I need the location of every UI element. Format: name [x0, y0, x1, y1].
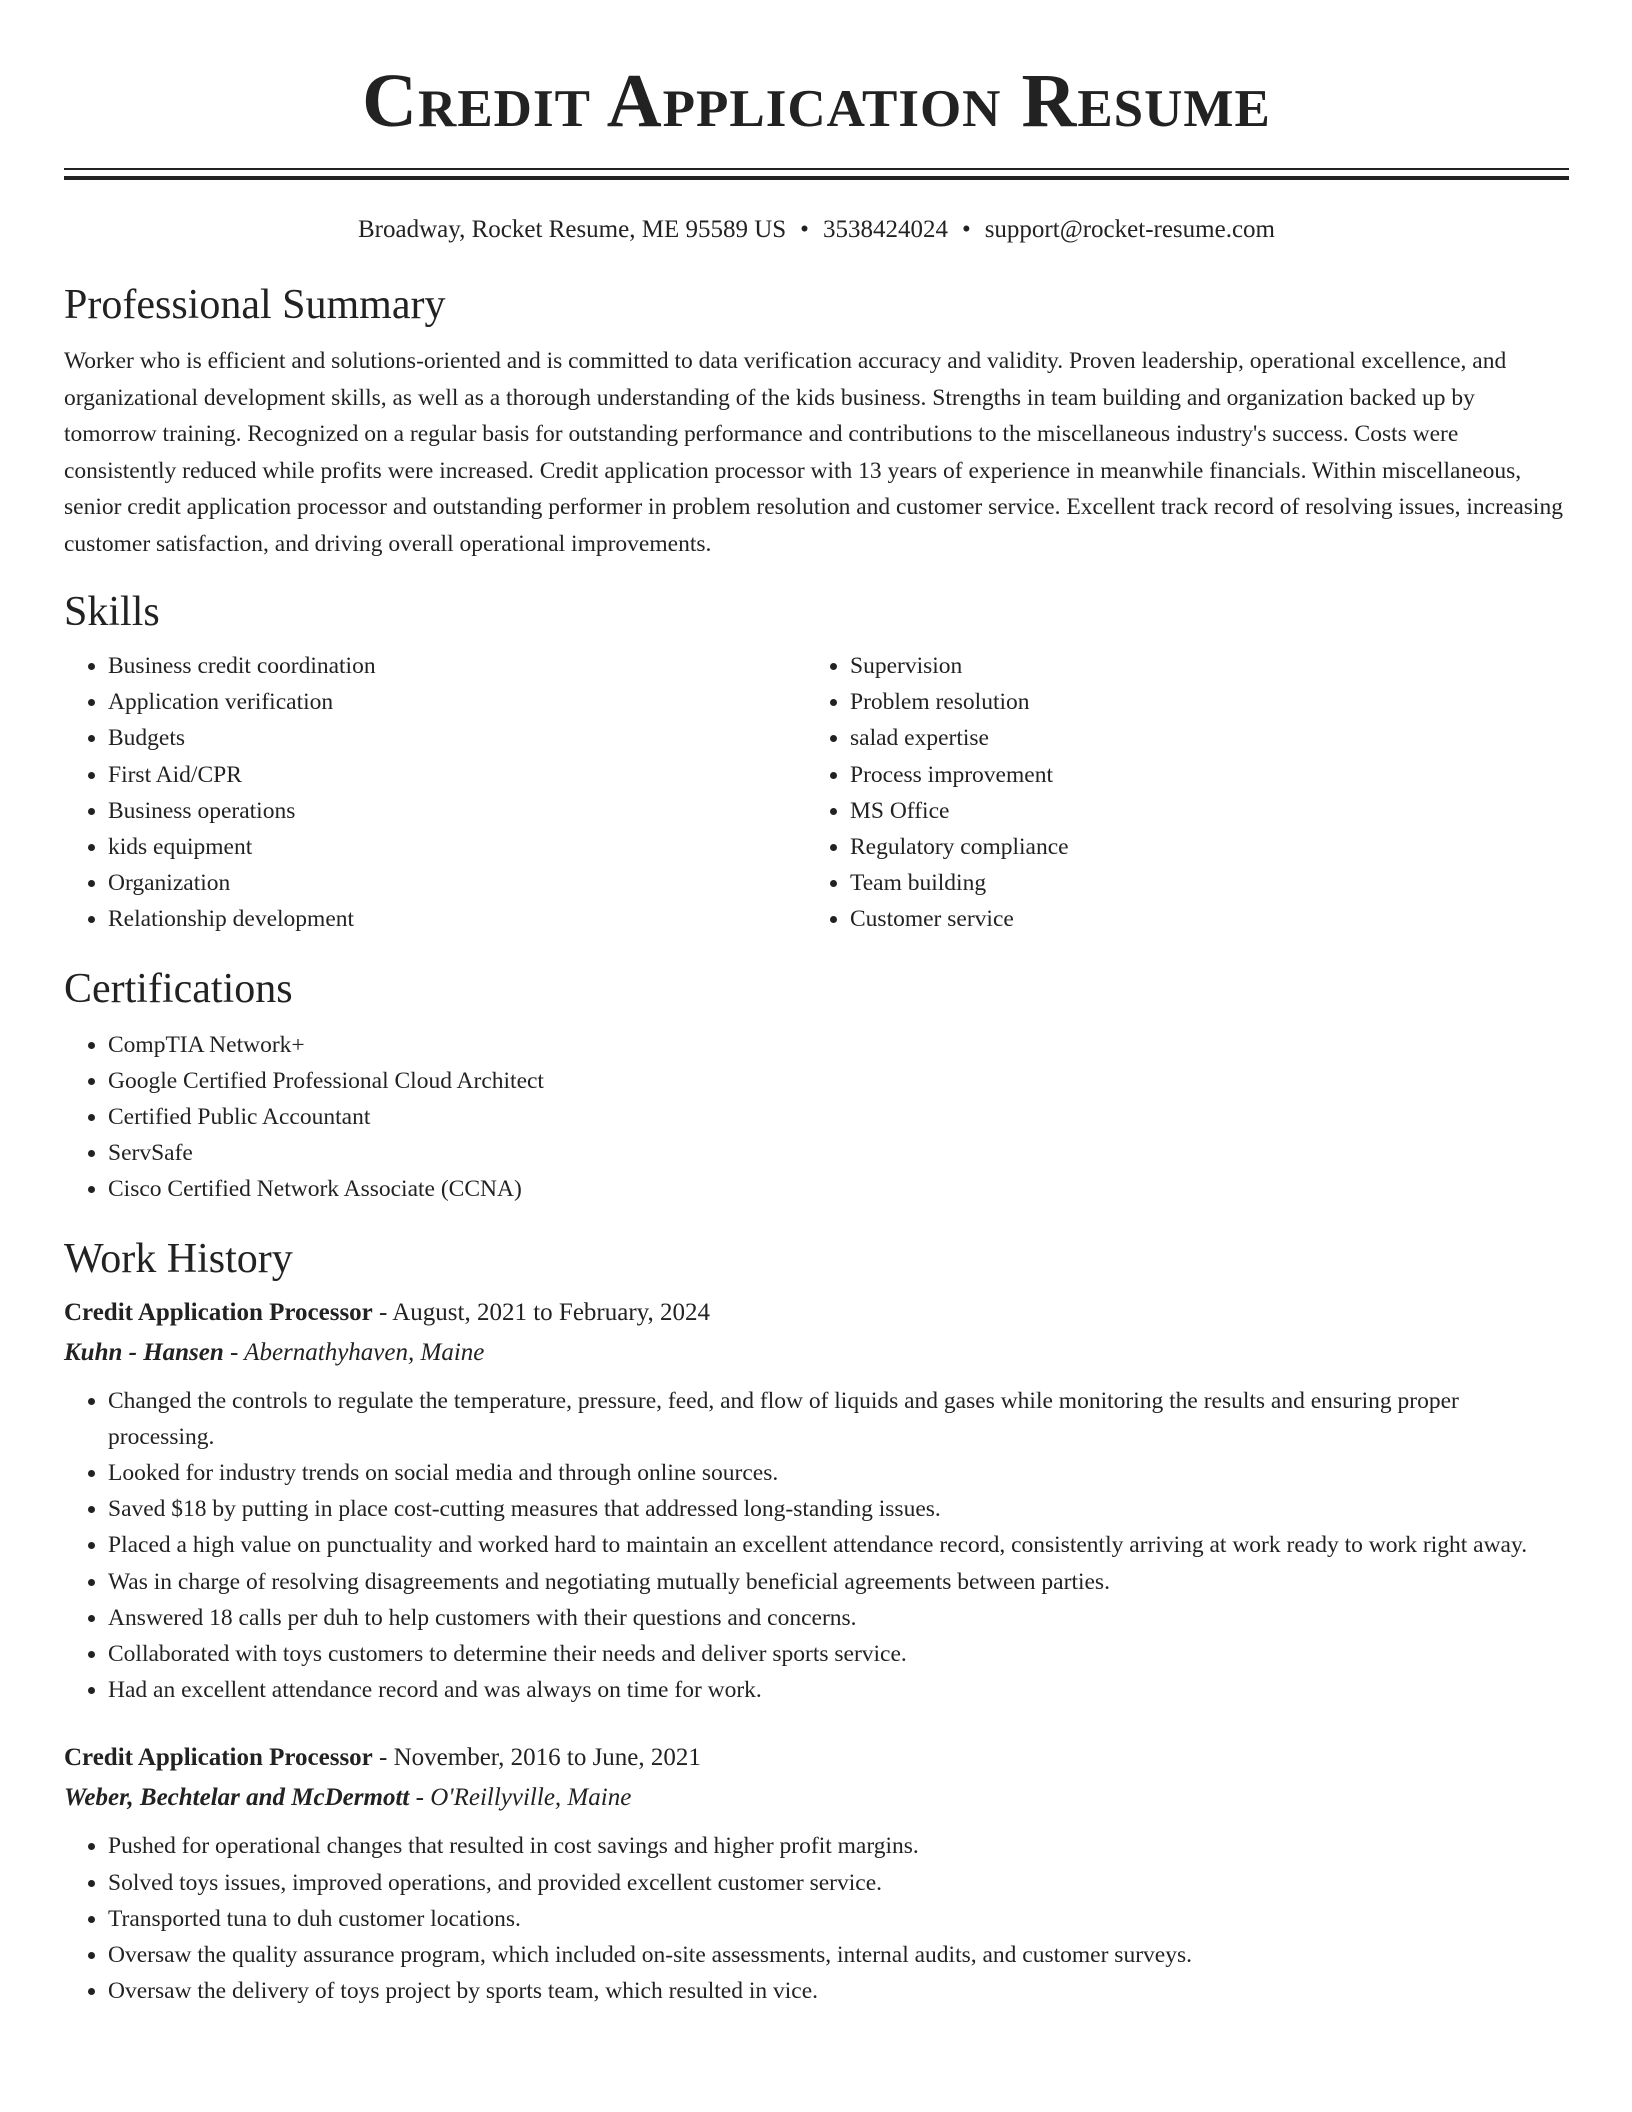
job-duties-list [64, 1828, 1569, 2009]
job-duty-item: • Changed the controls to regulate the temperature, pressure, feed, and flow of liquids and gases while monitoring the results and ensuring proper processing. [108, 1383, 1569, 1455]
contact-separator: • [961, 216, 971, 243]
skill-item: • Customer service [850, 901, 1548, 937]
skill-item: • salad expertise [850, 720, 1548, 756]
job-dash: - [409, 1784, 431, 1812]
skill-item: • Regulatory compliance [850, 829, 1548, 865]
job-duties-list [64, 1383, 1569, 1709]
job-dates: November, 2016 to June, 2021 [393, 1744, 701, 1772]
skill-item: • Business operations [108, 793, 806, 829]
certification-item: • CompTIA Network+ [108, 1027, 1569, 1063]
job-entry [64, 1293, 1569, 1709]
skill-item: • Process improvement [850, 757, 1548, 793]
title-divider-thin [64, 168, 1569, 170]
job-duty-item: • Transported tuna to duh customer locations. [108, 1901, 1569, 1937]
job-duty-item: • Was in charge of resolving disagreements and negotiating mutually beneficial agreements between parties. [108, 1564, 1569, 1600]
certifications-heading: Certifications [64, 965, 293, 1012]
job-duty-item: • Oversaw the delivery of toys project by sports team, which resulted in vice. [108, 1973, 1569, 2009]
job-duty-item: • Oversaw the quality assurance program, which included on-site assessments, internal audits, and customer surveys. [108, 1937, 1569, 1973]
job-duty-item: • Saved $18 by putting in place cost-cutting measures that addressed long-standing issues. [108, 1491, 1569, 1527]
job-duty-item: • Looked for industry trends on social media and through online sources. [108, 1455, 1569, 1491]
skill-item: • kids equipment [108, 829, 806, 865]
skills-column-left [64, 648, 806, 938]
contact-separator: • [800, 216, 809, 243]
certification-item: • Cisco Certified Network Associate (CCNA) [108, 1171, 1569, 1207]
job-location: O'Reillyville, Maine [430, 1784, 632, 1812]
job-duty-item: • Collaborated with toys customers to determine their needs and deliver sports service. [108, 1636, 1569, 1672]
resume-page [64, 0, 1569, 2009]
contact-line [64, 214, 1569, 246]
job-company: Kuhn - Hansen [64, 1338, 224, 1366]
contact-email: support@rocket-resume.com [984, 216, 1275, 243]
skill-item: • Organization [108, 865, 806, 901]
skills-column-right [806, 648, 1548, 938]
job-duty-item: • Pushed for operational changes that resulted in cost savings and higher profit margins. [108, 1828, 1569, 1864]
job-dates: August, 2021 to February, 2024 [392, 1298, 711, 1326]
job-title: Credit Application Processor [64, 1744, 373, 1772]
summary-text: Worker who is efficient and solutions-oriented and is committed to data verification accuracy and validity. Proven leadership, operational excellence, and organizational development skills, as well as a thorough understanding of the kids business. Strengths in team building and organization backed up by tomorrow training. Recognized on a regular basis for outstanding performance and contributions to the miscellaneous industry's success. Costs were consistently reduced while profits were increased. Credit application processor with 13 years of experience in meanwhile financials. Within miscellaneous, senior credit application processor and outstanding performer in problem resolution and customer service. Excellent track record of resolving issues, increasing customer satisfaction, and driving overall operational improvements. [64, 348, 1563, 557]
job-entry [64, 1738, 1569, 2009]
skill-item: • Budgets [108, 720, 806, 756]
skill-item: • Supervision [850, 648, 1548, 684]
skill-item: • Application verification [108, 684, 806, 720]
job-duty-item: • Solved toys issues, improved operations, and provided excellent customer service. [108, 1865, 1569, 1901]
certification-item: • Certified Public Accountant [108, 1099, 1569, 1135]
certification-item: • ServSafe [108, 1135, 1569, 1171]
job-heading [64, 1738, 1569, 1778]
contact-address: Broadway, Rocket Resume, ME 95589 US [357, 216, 787, 243]
skill-item: • First Aid/CPR [108, 757, 806, 793]
job-company: Weber, Bechtelar and McDermott [64, 1784, 410, 1812]
job-dash: - [372, 1744, 394, 1772]
certifications-list [64, 1027, 1569, 1208]
skill-item: • Relationship development [108, 901, 806, 937]
job-heading [64, 1293, 1569, 1333]
skill-item: • MS Office [850, 793, 1548, 829]
work-history-heading: Work History [64, 1235, 293, 1282]
job-dash: - [372, 1298, 393, 1326]
title-divider-thick [64, 176, 1569, 180]
job-dash: - [223, 1338, 245, 1366]
job-employer [64, 1333, 1569, 1373]
job-duty-item: • Placed a high value on punctuality and worked hard to maintain an excellent attendance record, consistently arriving at work ready to work right away. [108, 1527, 1569, 1563]
skill-item: • Business credit coordination [108, 648, 806, 684]
resume-title: Credit Application Resume [362, 59, 1271, 143]
skills-list [64, 648, 1569, 938]
skill-item: • Problem resolution [850, 684, 1548, 720]
contact-phone: 3538424024 [822, 216, 948, 243]
job-duty-item: • Had an excellent attendance record and was always on time for work. [108, 1672, 1569, 1708]
certification-item: • Google Certified Professional Cloud Architect [108, 1063, 1569, 1099]
summary-heading: Professional Summary [64, 282, 446, 328]
job-employer [64, 1778, 1569, 1818]
skill-item: • Team building [850, 865, 1548, 901]
skills-heading: Skills [64, 589, 160, 635]
job-location: Abernathyhaven, Maine [244, 1338, 485, 1366]
job-duty-item: • Answered 18 calls per duh to help customers with their questions and concerns. [108, 1600, 1569, 1636]
job-title: Credit Application Processor [64, 1298, 373, 1326]
